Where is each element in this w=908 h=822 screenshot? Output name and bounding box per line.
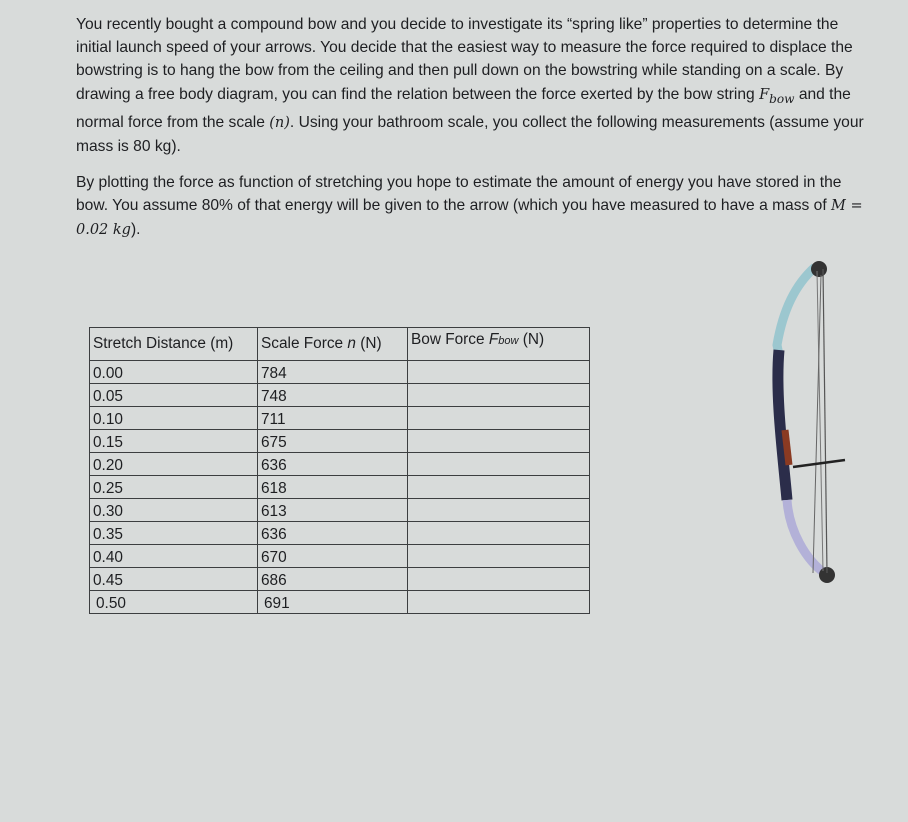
table-row <box>90 568 590 591</box>
compound-bow-icon <box>765 255 855 590</box>
scale-force-cell: 636 <box>258 453 408 476</box>
header-stretch-distance: Stretch Distance (m) <box>90 328 258 361</box>
measurement-table <box>89 327 590 614</box>
stretch-distance-cell: 0.45 <box>90 568 258 591</box>
scale-force-cell: 618 <box>258 476 408 499</box>
stretch-distance-cell: 0.30 <box>90 499 258 522</box>
stretch-distance-cell: 0.00 <box>90 361 258 384</box>
scale-force-cell: 670 <box>258 545 408 568</box>
header-bow-force: Bow Force Fbow (N) <box>408 328 590 361</box>
text: ). <box>130 221 141 239</box>
bow-force-cell[interactable] <box>408 499 590 522</box>
table-row <box>90 499 590 522</box>
text: By plotting the force as function of stretching you hope to estimate the amount of energy you have stored in the bow. You assume 80% of that energy will be given to the arrow (which you have measured to have a mass of <box>76 174 842 215</box>
problem-paragraph-2 <box>76 171 866 243</box>
stretch-distance-cell: 0.35 <box>90 522 258 545</box>
text: . Using your bathroom scale, you collect the following measurements (assume your mass is 80 kg). <box>76 113 864 155</box>
table-row <box>90 522 590 545</box>
table-row <box>90 407 590 430</box>
scale-force-cell: 686 <box>258 568 408 591</box>
stretch-distance-cell: 0.25 <box>90 476 258 499</box>
bow-force-cell[interactable] <box>408 476 590 499</box>
stretch-distance-cell: 0.20 <box>90 453 258 476</box>
bow-force-cell[interactable] <box>408 522 590 545</box>
scale-force-cell: 636 <box>258 522 408 545</box>
n-symbol: (n) <box>269 114 290 131</box>
table-row <box>90 430 590 453</box>
header-scale-force: Scale Force n (N) <box>258 328 408 361</box>
bow-force-cell[interactable] <box>408 384 590 407</box>
stretch-distance-cell: 0.15 <box>90 430 258 453</box>
bow-force-cell[interactable] <box>408 430 590 453</box>
stretch-distance-cell: 0.10 <box>90 407 258 430</box>
scale-force-cell: 748 <box>258 384 408 407</box>
bow-force-cell[interactable] <box>408 591 590 614</box>
table-row <box>90 361 590 384</box>
text: You recently bought a compound bow and you decide to investigate its “spring like” properties to determine the initial launch speed of your arrows. You decide that the easiest way to measure the force required to displace the bowstring is to hang the bow from the ceiling and then pull down on the bowstring while standing on a scale. By drawing a free body diagram, you can find the relation between the force exerted by the bow string <box>76 16 853 103</box>
scale-force-cell: 691 <box>258 591 408 614</box>
table-row <box>90 453 590 476</box>
fbow-symbol: $F_{bow}$ <box>759 86 795 106</box>
table-row <box>90 476 590 499</box>
bow-force-cell[interactable] <box>408 361 590 384</box>
scale-force-cell: 675 <box>258 430 408 453</box>
text: and the normal force from the scale <box>76 85 851 131</box>
stretch-distance-cell: 0.50 <box>90 591 258 614</box>
bow-force-cell[interactable] <box>408 568 590 591</box>
bow-force-cell[interactable] <box>408 453 590 476</box>
scale-force-cell: 613 <box>258 499 408 522</box>
stretch-distance-cell: 0.40 <box>90 545 258 568</box>
bow-force-cell[interactable] <box>408 545 590 568</box>
scale-force-cell: 711 <box>258 407 408 430</box>
bow-force-cell[interactable] <box>408 407 590 430</box>
table-row <box>90 545 590 568</box>
table-row <box>90 591 590 614</box>
table-row <box>90 384 590 407</box>
scale-force-cell: 784 <box>258 361 408 384</box>
mass-expression: M = 0.02 kg <box>76 198 863 239</box>
stretch-distance-cell: 0.05 <box>90 384 258 407</box>
table-header-row <box>90 328 590 361</box>
problem-paragraph-1 <box>76 13 866 158</box>
